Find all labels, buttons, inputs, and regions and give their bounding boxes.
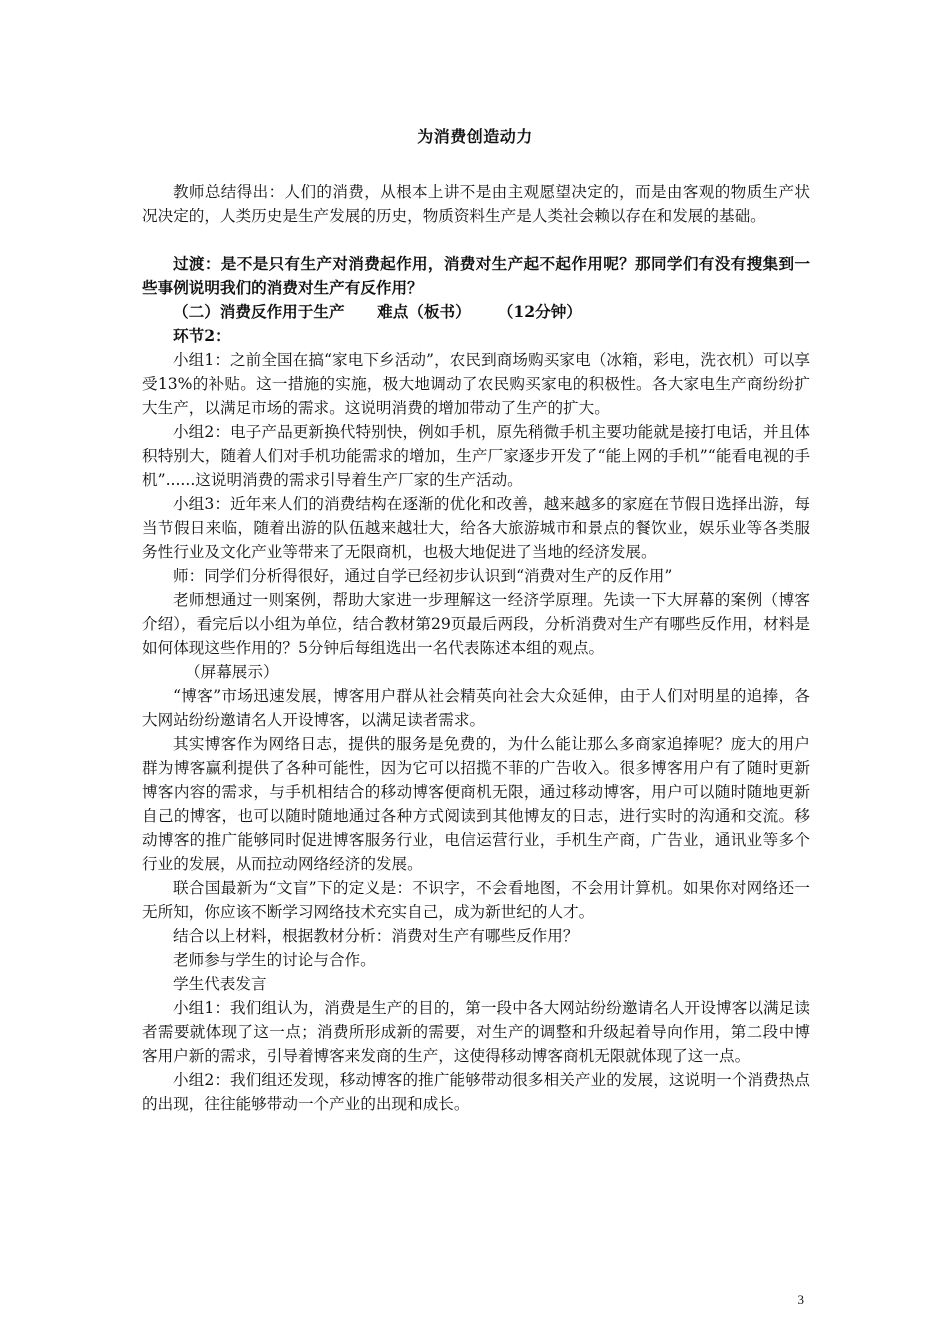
paragraph-group3: 小组3：近年来人们的消费结构在逐渐的优化和改善，越来越多的家庭在节假日选择出游，每当节假日来临，随着出游的队伍越来越壮大，给各大旅游城市和景点的餐饮业，娱乐业等各类服务性行业及文化产业等带来了无限商机，也极大地促进了当地的经济发展。 bbox=[142, 495, 810, 561]
paragraph-teacher-summary: 教师总结得出：人们的消费，从根本上讲不是由主观愿望决定的，而是由客观的物质生产状况决定的，人类历史是生产发展的历史，物质资料生产是人类社会赖以存在和发展的基础。 bbox=[142, 183, 810, 225]
paragraph-teacher-participation: 老师参与学生的讨论与合作。 bbox=[173, 951, 376, 969]
paragraph-screen-display: （屏幕展示） bbox=[185, 663, 279, 681]
document-body bbox=[142, 180, 810, 1116]
step-heading: 环节2： bbox=[173, 326, 231, 345]
paragraph-case-intro: 老师想通过一则案例，帮助大家进一步理解这一经济学原理。先读一下大屏幕的案例（博客介绍），看完后以小组为单位，结合教材第29页最后两段，分析消费对生产有哪些反作用，材料是如何体现这些作用的？5分钟后每组选出一名代表陈述本组的观点。 bbox=[142, 591, 810, 657]
paragraph-student-group1: 小组1：我们组认为，消费是生产的目的，第一段中各大网站纷纷邀请名人开设博客以满足读者需要就体现了这一点；消费所形成新的需要，对生产的调整和升级起着导向作用，第二段中博客用户新的需求，引导着博客来发商的生产，这使得移动博客商机无限就体现了这一点。 bbox=[142, 999, 810, 1065]
paragraph-student-group2: 小组2：我们组还发现，移动博客的推广能够带动很多相关产业的发展，这说明一个消费热点的出现，往往能够带动一个产业的出现和成长。 bbox=[142, 1071, 810, 1113]
page-title: 为消费创造动力 bbox=[417, 127, 533, 146]
paragraph-group2: 小组2：电子产品更新换代特别快，例如手机，原先稍微手机主要功能就是接打电话，并且体积特别大，随着人们对手机功能需求的增加，生产厂家逐步开发了“能上网的手机”“能看电视的手机”......这说明消费的需求引导着生产厂家的生产活动。 bbox=[142, 423, 810, 489]
paragraph-blog-business: 其实博客作为网络日志，提供的服务是免费的，为什么能让那么多商家追捧呢？庞大的用户群为博客赢利提供了各种可能性，因为它可以招揽不菲的广告收入。很多博客用户有了随时更新博客内容的需求，与手机相结合的移动博客便商机无限，通过移动博客，用户可以随时随地更新自己的博客，也可以随时随地通过各种方式阅读到其他博友的日志，进行实时的沟通和交流。移动博客的推广能够同时促进博客服务行业，电信运营行业，手机生产商，广告业，通讯业等多个行业的发展，从而拉动网络经济的发展。 bbox=[142, 735, 810, 873]
paragraph-question: 结合以上材料，根据教材分析：消费对生产有哪些反作用？ bbox=[173, 927, 579, 945]
page-number: 3 bbox=[797, 1292, 804, 1307]
paragraph-transition: 过渡：是不是只有生产对消费起作用，消费对生产起不起作用呢？那同学们有没有搜集到一些事例说明我们的消费对生产有反作用？ bbox=[142, 254, 810, 297]
paragraph-spacer bbox=[142, 228, 810, 252]
paragraph-illiteracy-definition: 联合国最新为“文盲”下的定义是：不识字，不会看地图，不会用计算机。如果你对网络还一无所知，你应该不断学习网络技术充实自己，成为新世纪的人才。 bbox=[142, 879, 810, 921]
section-heading: （二）消费反作用于生产 难点（板书） （12分钟） bbox=[173, 302, 582, 321]
paragraph-blog-market: “博客”市场迅速发展，博客用户群从社会精英向社会大众延伸，由于人们对明星的追捧，各大网站纷纷邀请名人开设博客，以满足读者需求。 bbox=[142, 687, 810, 729]
paragraph-student-speech: 学生代表发言 bbox=[173, 975, 267, 993]
paragraph-group1: 小组1：之前全国在搞“家电下乡活动”，农民到商场购买家电（冰箱，彩电，洗衣机）可以享受13%的补贴。这一措施的实施，极大地调动了农民购买家电的积极性。各大家电生产商纷纷扩大生产，以满足市场的需求。这说明消费的增加带动了生产的扩大。 bbox=[142, 351, 810, 417]
paragraph-teacher-comment: 师：同学们分析得很好，通过自学已经初步认识到“消费对生产的反作用” bbox=[173, 567, 673, 585]
